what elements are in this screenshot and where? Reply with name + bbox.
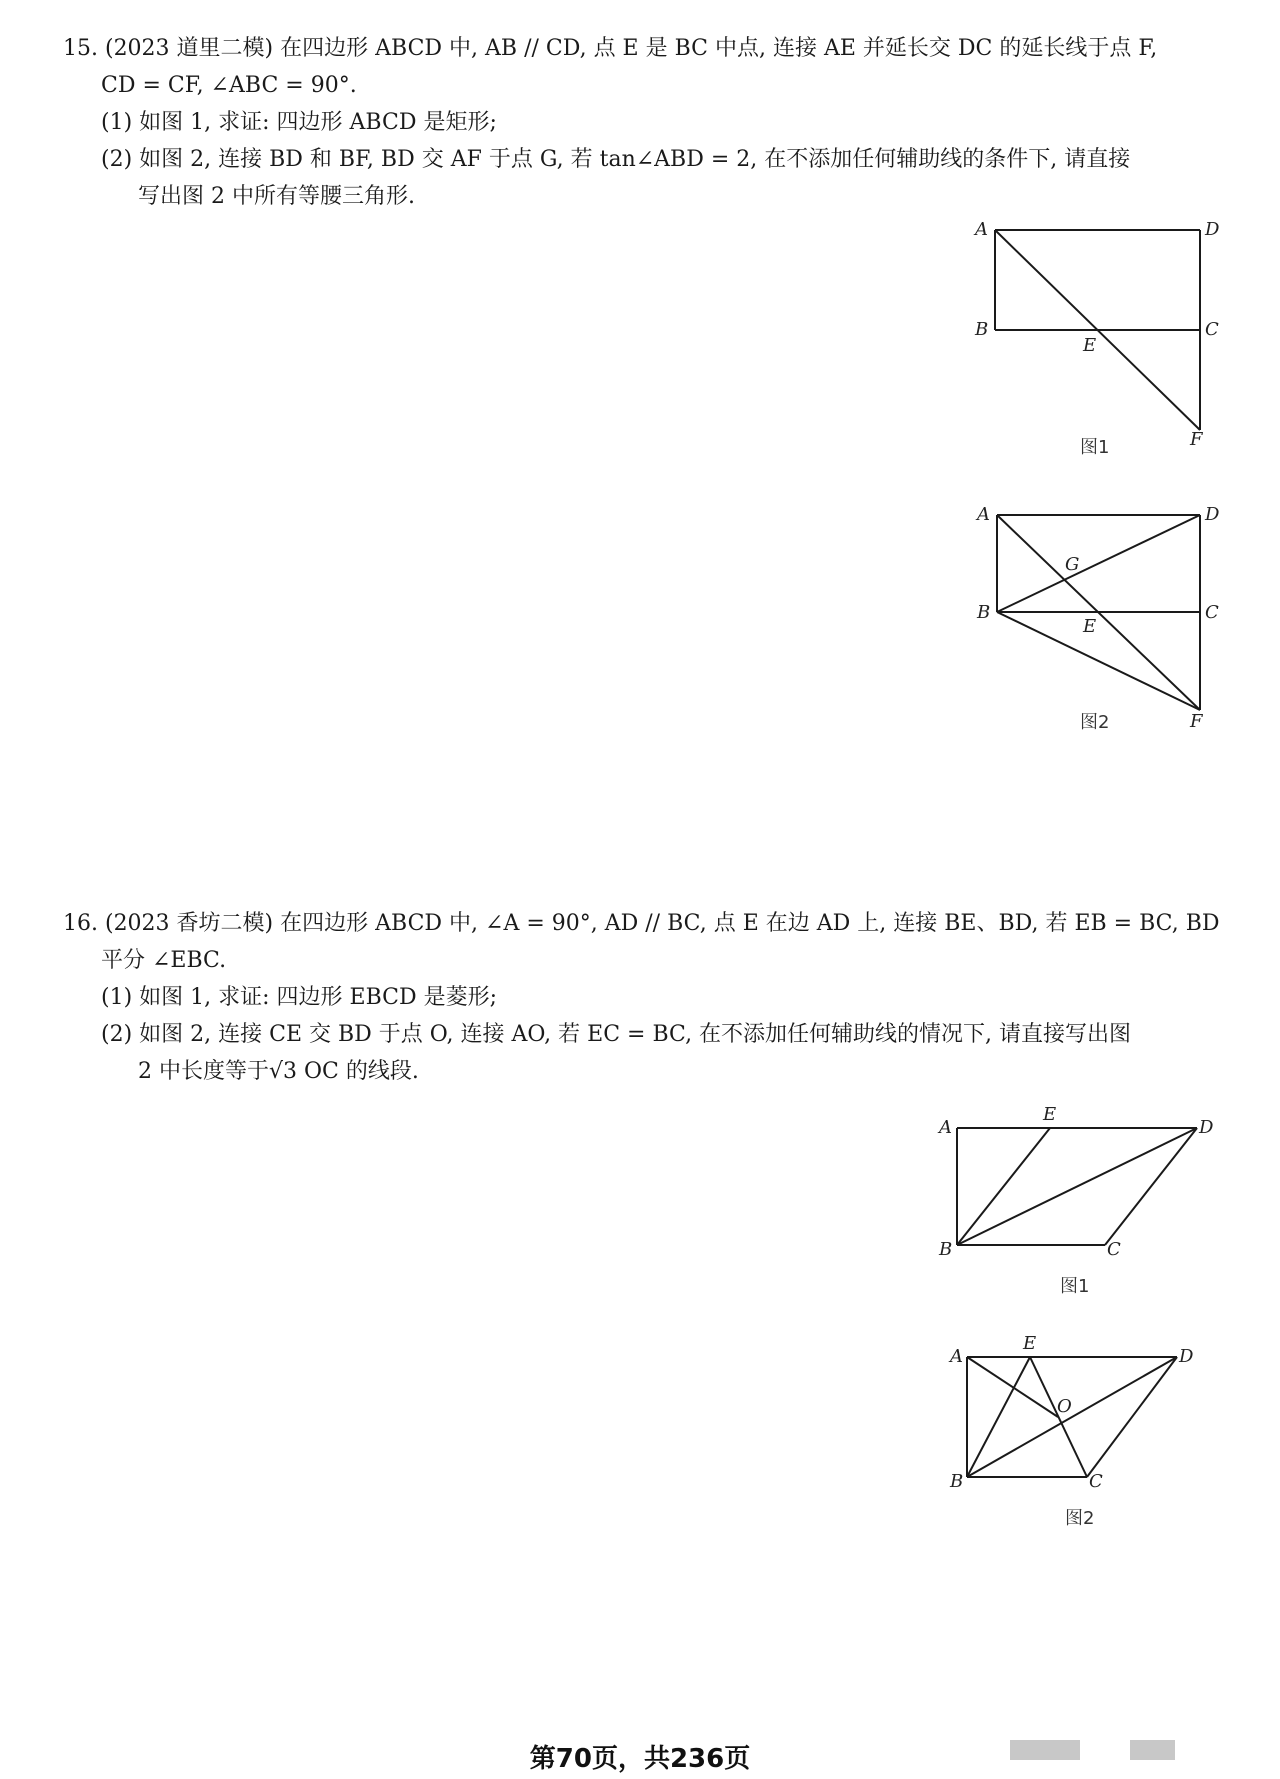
point-label-A: A (975, 219, 988, 240)
segment-CE (1030, 1357, 1087, 1477)
segment-BE (957, 1128, 1050, 1245)
point-label-E: E (1023, 1333, 1037, 1354)
point-label-E: E (1083, 616, 1097, 637)
figure-caption: 图2 (1065, 1508, 1095, 1529)
point-label-E: E (1083, 335, 1097, 356)
segment-BF (997, 612, 1200, 710)
problem-15-part1: (1) 如图 1, 求证: 四边形 ABCD 是矩形; (101, 110, 497, 135)
page-indicator: 第70页，共236页 (529, 1744, 751, 1774)
point-label-G: G (1065, 554, 1080, 575)
problem-16-stem-line1: 16. (2023 香坊二模) 在四边形 ABCD 中, ∠A = 90°, AD // BC, 点 E 在边 AD 上, 连接 BE、BD, 若 EB = BC, BD (63, 911, 1220, 936)
problem-15-part2-line1: (2) 如图 2, 连接 BD 和 BF, BD 交 AF 于点 G, 若 tan∠ABD = 2, 在不添加任何辅助线的条件下, 请直接 (101, 147, 1131, 172)
problem-16-stem-line2: 平分 ∠EBC. (101, 948, 227, 973)
point-label-C: C (1107, 1239, 1121, 1260)
figure-caption: 图2 (1080, 712, 1110, 733)
figure-caption: 图1 (1080, 437, 1110, 458)
problem-16-part2-line2: 2 中长度等于√3 OC 的线段. (138, 1059, 419, 1084)
problem-16-part1: (1) 如图 1, 求证: 四边形 EBCD 是菱形; (101, 985, 498, 1010)
segment-CD (1105, 1128, 1197, 1245)
scan-artifact (1010, 1740, 1080, 1760)
problem-15-stem-line1: 15. (2023 道里二模) 在四边形 ABCD 中, AB // CD, 点 E 是 BC 中点, 连接 AE 并延长交 DC 的延长线于点 F, (63, 36, 1158, 61)
problem-15-part2-line2: 写出图 2 中所有等腰三角形. (138, 184, 415, 209)
problem-15 (63, 30, 1223, 215)
point-label-B: B (977, 602, 991, 623)
problem-15-figure-1 (960, 215, 1220, 469)
point-label-A: A (939, 1117, 952, 1138)
problem-16-part2-line1: (2) 如图 2, 连接 CE 交 BD 于点 O, 连接 AO, 若 EC = BC, 在不添加任何辅助线的情况下, 请直接写出图 (101, 1022, 1132, 1047)
point-label-F: F (1190, 429, 1203, 450)
figure-caption: 图1 (1060, 1276, 1090, 1297)
segment-CD (1087, 1357, 1177, 1477)
point-label-E: E (1043, 1104, 1057, 1125)
point-label-B: B (975, 319, 989, 340)
segment-BD (957, 1128, 1197, 1245)
point-label-O: O (1057, 1396, 1072, 1417)
scan-artifact (1130, 1740, 1175, 1760)
point-label-C: C (1205, 319, 1219, 340)
point-label-D: D (1205, 504, 1220, 525)
segment-BD (997, 515, 1200, 612)
point-label-A: A (950, 1346, 963, 1367)
problem-15-figure-2 (960, 500, 1220, 744)
point-label-D: D (1199, 1117, 1214, 1138)
point-label-D: D (1179, 1346, 1194, 1367)
problem-16 (63, 905, 1223, 1090)
point-label-A: A (977, 504, 990, 525)
point-label-F: F (1190, 711, 1203, 732)
problem-15-stem-line2: CD = CF, ∠ABC = 90°. (101, 73, 357, 98)
point-label-C: C (1089, 1471, 1103, 1492)
point-label-B: B (950, 1471, 964, 1492)
problem-16-figure-2 (945, 1335, 1205, 1539)
point-label-C: C (1205, 602, 1219, 623)
problem-16-figure-1 (935, 1105, 1215, 1309)
point-label-D: D (1205, 219, 1220, 240)
point-label-B: B (939, 1239, 953, 1260)
